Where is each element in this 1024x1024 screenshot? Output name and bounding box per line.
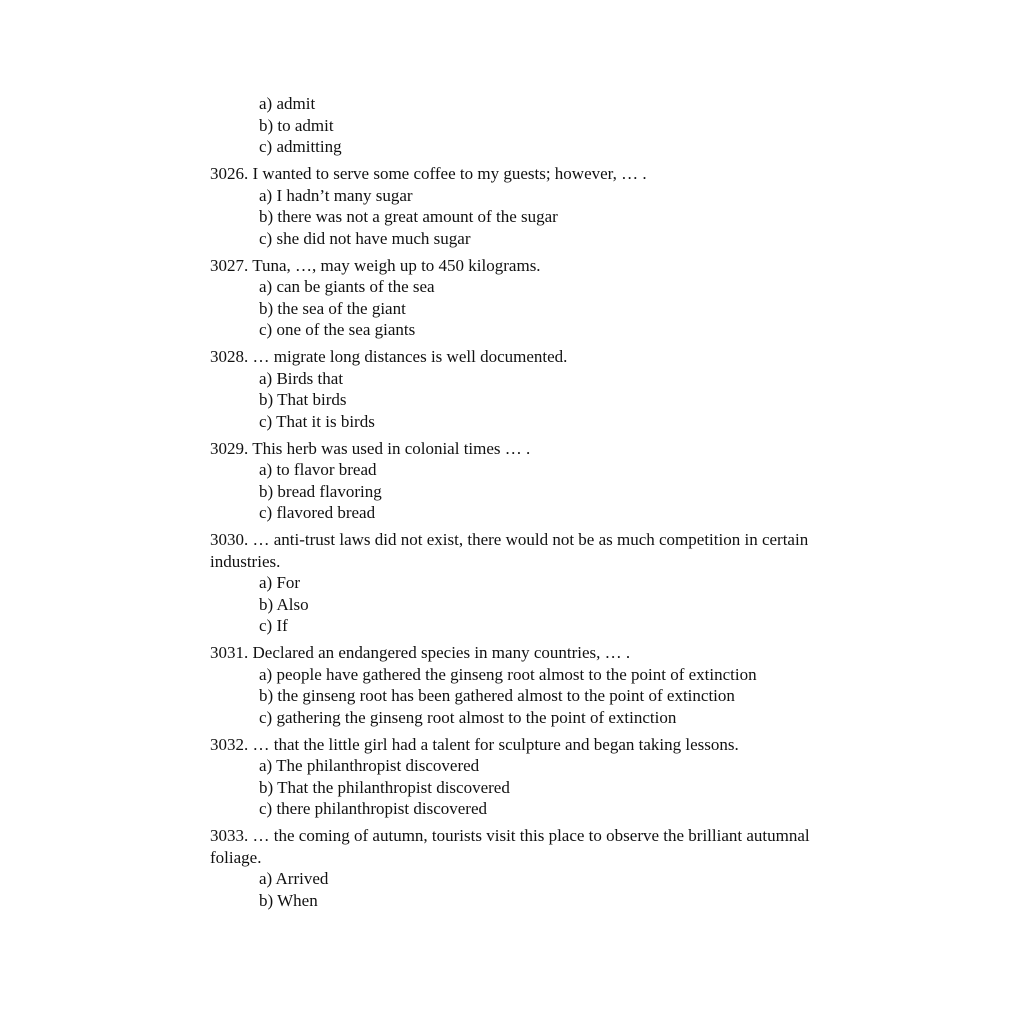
question-text: 3031. Declared an endangered species in many countries, … . bbox=[210, 643, 631, 662]
question-3033 bbox=[210, 825, 820, 911]
option: b) there was not a great amount of the sugar bbox=[259, 207, 558, 226]
option: a) people have gathered the ginseng root almost to the point of extinction bbox=[259, 664, 757, 684]
option: a) can be giants of the sea bbox=[259, 277, 435, 296]
question-3028 bbox=[210, 346, 820, 432]
option: a) admit bbox=[259, 94, 316, 113]
option: c) If bbox=[259, 616, 288, 635]
option: a) to flavor bread bbox=[259, 460, 377, 479]
option: c) one of the sea giants bbox=[259, 320, 416, 339]
option: b) bread flavoring bbox=[259, 481, 382, 501]
question-text: 3033. … the coming of autumn, tourists visit this place to observe the brilliant autumnal foliage. bbox=[210, 826, 810, 867]
option: a) Arrived bbox=[259, 869, 329, 888]
option: a) Birds that bbox=[259, 368, 344, 388]
option: a) I hadn’t many sugar bbox=[259, 185, 413, 205]
document-page bbox=[210, 93, 820, 911]
option: c) gathering the ginseng root almost to the point of extinction bbox=[259, 707, 677, 727]
option: b) the ginseng root has been gathered almost to the point of extinction bbox=[259, 686, 735, 705]
question-3029 bbox=[210, 438, 820, 524]
question-3026 bbox=[210, 163, 820, 249]
question-3032 bbox=[210, 734, 820, 820]
question-3031 bbox=[210, 642, 820, 728]
option: c) there philanthropist discovered bbox=[259, 799, 488, 818]
option: b) That the philanthropist discovered bbox=[259, 777, 510, 797]
question-text: 3032. … that the little girl had a talent for sculpture and began taking lessons. bbox=[210, 734, 739, 754]
option: b) the sea of the giant bbox=[259, 298, 406, 318]
option: b) That birds bbox=[259, 390, 347, 409]
option: b) Also bbox=[259, 594, 309, 614]
question-text: 3027. Tuna, …, may weigh up to 450 kilograms. bbox=[210, 255, 541, 275]
question-text: 3030. … anti-trust laws did not exist, there would not be as much competition in certain industries. bbox=[210, 530, 809, 571]
question-text: 3026. I wanted to serve some coffee to my guests; however, … . bbox=[210, 164, 647, 183]
question-3027 bbox=[210, 255, 820, 341]
continued-options bbox=[210, 93, 820, 158]
option: c) she did not have much sugar bbox=[259, 228, 471, 248]
option: c) admitting bbox=[259, 137, 342, 156]
option: a) The philanthropist discovered bbox=[259, 756, 480, 775]
option: c) That it is birds bbox=[259, 411, 375, 431]
question-text: 3029. This herb was used in colonial times … . bbox=[210, 438, 531, 458]
option: b) When bbox=[259, 890, 318, 910]
question-text: 3028. … migrate long distances is well documented. bbox=[210, 347, 568, 366]
option: a) For bbox=[259, 573, 301, 592]
option: c) flavored bread bbox=[259, 503, 376, 522]
option: b) to admit bbox=[259, 115, 334, 135]
question-3030 bbox=[210, 529, 820, 637]
